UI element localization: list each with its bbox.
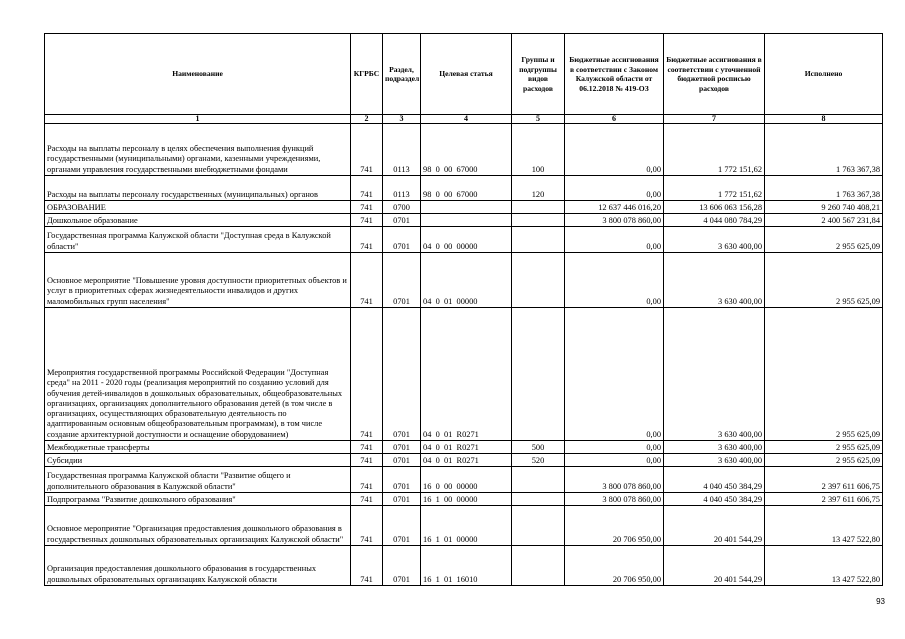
header-target: Целевая статья (421, 34, 512, 115)
cell-section: 0701 (383, 253, 421, 308)
cell-law: 20 706 950,00 (565, 506, 664, 546)
table-row (45, 493, 883, 506)
cell-executed: 2 955 625,09 (765, 253, 883, 308)
cell-law: 0,00 (565, 124, 664, 176)
cell-executed: 13 427 522,80 (765, 506, 883, 546)
cell-group: 120 (512, 176, 565, 201)
cell-target: 98 0 00 67000 (421, 124, 512, 176)
cell-executed: 1 763 367,38 (765, 124, 883, 176)
cell-law: 0,00 (565, 308, 664, 441)
cell-kgrbs: 741 (351, 201, 383, 214)
cell-refined: 3 630 400,00 (664, 253, 765, 308)
header-law: Бюджетные ассигнования в соответствии с Законом Калужской области от 06.12.2018 № 419-ОЗ (565, 34, 664, 115)
page-number: 93 (876, 597, 885, 606)
cell-law: 3 800 078 860,00 (565, 214, 664, 227)
cell-refined: 20 401 544,29 (664, 506, 765, 546)
header-name: Наименование (45, 34, 351, 115)
cell-group: 100 (512, 124, 565, 176)
header-groups: Группы и подгруппы видов расходов (512, 34, 565, 115)
cell-law: 0,00 (565, 227, 664, 253)
column-number: 5 (512, 115, 565, 124)
column-number: 7 (664, 115, 765, 124)
cell-group (512, 467, 565, 493)
cell-executed: 2 955 625,09 (765, 441, 883, 454)
cell-refined: 3 630 400,00 (664, 441, 765, 454)
table-row (45, 176, 883, 201)
cell-target: 16 0 00 00000 (421, 467, 512, 493)
column-number-row (45, 115, 883, 124)
cell-target: 04 0 01 R0271 (421, 454, 512, 467)
table-row (45, 546, 883, 586)
cell-name: Основное мероприятие "Повышение уровня доступности приоритетных объектов и услуг в приоритетных сферах жизнедеятельности инвалидов и других маломобильных групп населения" (45, 253, 351, 308)
table-row (45, 201, 883, 214)
cell-name: Организация предоставления дошкольного образования в государственных дошкольных образовательных организациях Калужской области (45, 546, 351, 586)
cell-kgrbs: 741 (351, 441, 383, 454)
cell-name: Расходы на выплаты персоналу государственных (муниципальных) органов (45, 176, 351, 201)
header-kgrbs: КГРБС (351, 34, 383, 115)
cell-section: 0701 (383, 454, 421, 467)
cell-name: Государственная программа Калужской области "Доступная среда в Калужской области" (45, 227, 351, 253)
cell-name: Расходы на выплаты персоналу в целях обеспечения выполнения функций государственными (муниципальными) органами, казенными учреждениями, органами управления государственными внебюджетными фондами (45, 124, 351, 176)
table-row (45, 441, 883, 454)
cell-group (512, 308, 565, 441)
cell-name: Основное мероприятие "Организация предоставления дошкольного образования в государственных дошкольных образовательных организациях Калужской области" (45, 506, 351, 546)
cell-name: Дошкольное образование (45, 214, 351, 227)
cell-section: 0113 (383, 124, 421, 176)
cell-target (421, 201, 512, 214)
cell-law: 3 800 078 860,00 (565, 467, 664, 493)
table-row (45, 506, 883, 546)
cell-target (421, 214, 512, 227)
header-row (45, 34, 883, 115)
cell-target: 04 0 00 00000 (421, 227, 512, 253)
cell-section: 0701 (383, 467, 421, 493)
cell-executed: 2 397 611 606,75 (765, 493, 883, 506)
cell-group (512, 253, 565, 308)
cell-section: 0700 (383, 201, 421, 214)
column-number: 8 (765, 115, 883, 124)
column-number: 4 (421, 115, 512, 124)
cell-target: 16 1 00 00000 (421, 493, 512, 506)
cell-law: 0,00 (565, 176, 664, 201)
cell-kgrbs: 741 (351, 546, 383, 586)
cell-group (512, 214, 565, 227)
table-row (45, 308, 883, 441)
cell-group: 500 (512, 441, 565, 454)
cell-target: 04 0 01 R0271 (421, 441, 512, 454)
cell-name: Межбюджетные трансферты (45, 441, 351, 454)
cell-executed: 13 427 522,80 (765, 546, 883, 586)
column-number: 2 (351, 115, 383, 124)
table-row (45, 253, 883, 308)
cell-name: Подпрограмма "Развитие дошкольного образования" (45, 493, 351, 506)
cell-group (512, 493, 565, 506)
cell-refined: 3 630 400,00 (664, 227, 765, 253)
cell-executed: 2 955 625,09 (765, 454, 883, 467)
cell-executed: 9 260 740 408,21 (765, 201, 883, 214)
cell-law: 20 706 950,00 (565, 546, 664, 586)
cell-law: 0,00 (565, 253, 664, 308)
cell-target: 16 1 01 16010 (421, 546, 512, 586)
cell-kgrbs: 741 (351, 124, 383, 176)
cell-kgrbs: 741 (351, 214, 383, 227)
cell-executed: 1 763 367,38 (765, 176, 883, 201)
table-row (45, 454, 883, 467)
cell-kgrbs: 741 (351, 227, 383, 253)
cell-section: 0701 (383, 227, 421, 253)
cell-target: 04 0 01 R0271 (421, 308, 512, 441)
cell-refined: 13 606 063 156,28 (664, 201, 765, 214)
cell-refined: 3 630 400,00 (664, 308, 765, 441)
cell-group (512, 201, 565, 214)
column-number: 6 (565, 115, 664, 124)
table-row (45, 124, 883, 176)
cell-kgrbs: 741 (351, 467, 383, 493)
cell-executed: 2 400 567 231,84 (765, 214, 883, 227)
cell-law: 0,00 (565, 454, 664, 467)
cell-group (512, 546, 565, 586)
header-section: Раздел, подраздел (383, 34, 421, 115)
cell-section: 0701 (383, 308, 421, 441)
cell-refined: 3 630 400,00 (664, 454, 765, 467)
cell-refined: 4 040 450 384,29 (664, 467, 765, 493)
column-number: 3 (383, 115, 421, 124)
cell-law: 3 800 078 860,00 (565, 493, 664, 506)
cell-refined: 1 772 151,62 (664, 124, 765, 176)
cell-name: ОБРАЗОВАНИЕ (45, 201, 351, 214)
cell-refined: 4 044 080 784,29 (664, 214, 765, 227)
cell-kgrbs: 741 (351, 454, 383, 467)
cell-target: 98 0 00 67000 (421, 176, 512, 201)
cell-section: 0701 (383, 506, 421, 546)
cell-kgrbs: 741 (351, 493, 383, 506)
table-row (45, 227, 883, 253)
cell-executed: 2 397 611 606,75 (765, 467, 883, 493)
cell-executed: 2 955 625,09 (765, 308, 883, 441)
cell-section: 0701 (383, 441, 421, 454)
table-row (45, 467, 883, 493)
cell-law: 0,00 (565, 441, 664, 454)
cell-section: 0701 (383, 546, 421, 586)
cell-executed: 2 955 625,09 (765, 227, 883, 253)
cell-group (512, 227, 565, 253)
cell-section: 0701 (383, 493, 421, 506)
cell-kgrbs: 741 (351, 506, 383, 546)
cell-group (512, 506, 565, 546)
cell-refined: 20 401 544,29 (664, 546, 765, 586)
table-row (45, 214, 883, 227)
cell-target: 16 1 01 00000 (421, 506, 512, 546)
budget-table (44, 33, 883, 586)
cell-name: Субсидии (45, 454, 351, 467)
cell-refined: 1 772 151,62 (664, 176, 765, 201)
cell-kgrbs: 741 (351, 176, 383, 201)
cell-target: 04 0 01 00000 (421, 253, 512, 308)
cell-kgrbs: 741 (351, 308, 383, 441)
cell-name: Мероприятия государственной программы Российской Федерации "Доступная среда" на 2011 - 2020 годы (реализация мероприятий по созданию условий для обучения детей-инвалидов в дошкольных образовательных, общеобразовательных организациях, организациях дополнительного образования детей (в том числе в организациях, осуществляющих образовательную деятельность по адаптированным основным общеобразовательным программам), в том числе создание архитектурной доступности и оснащение оборудованием) (45, 308, 351, 441)
column-number: 1 (45, 115, 351, 124)
header-executed: Исполнено (765, 34, 883, 115)
cell-section: 0113 (383, 176, 421, 201)
cell-law: 12 637 446 016,20 (565, 201, 664, 214)
cell-name: Государственная программа Калужской области "Развитие общего и дополнительного образования в Калужской области" (45, 467, 351, 493)
cell-refined: 4 040 450 384,29 (664, 493, 765, 506)
header-refined: Бюджетные ассигнования в соответствии с уточненной бюджетной росписью расходов (664, 34, 765, 115)
cell-group: 520 (512, 454, 565, 467)
cell-section: 0701 (383, 214, 421, 227)
cell-kgrbs: 741 (351, 253, 383, 308)
